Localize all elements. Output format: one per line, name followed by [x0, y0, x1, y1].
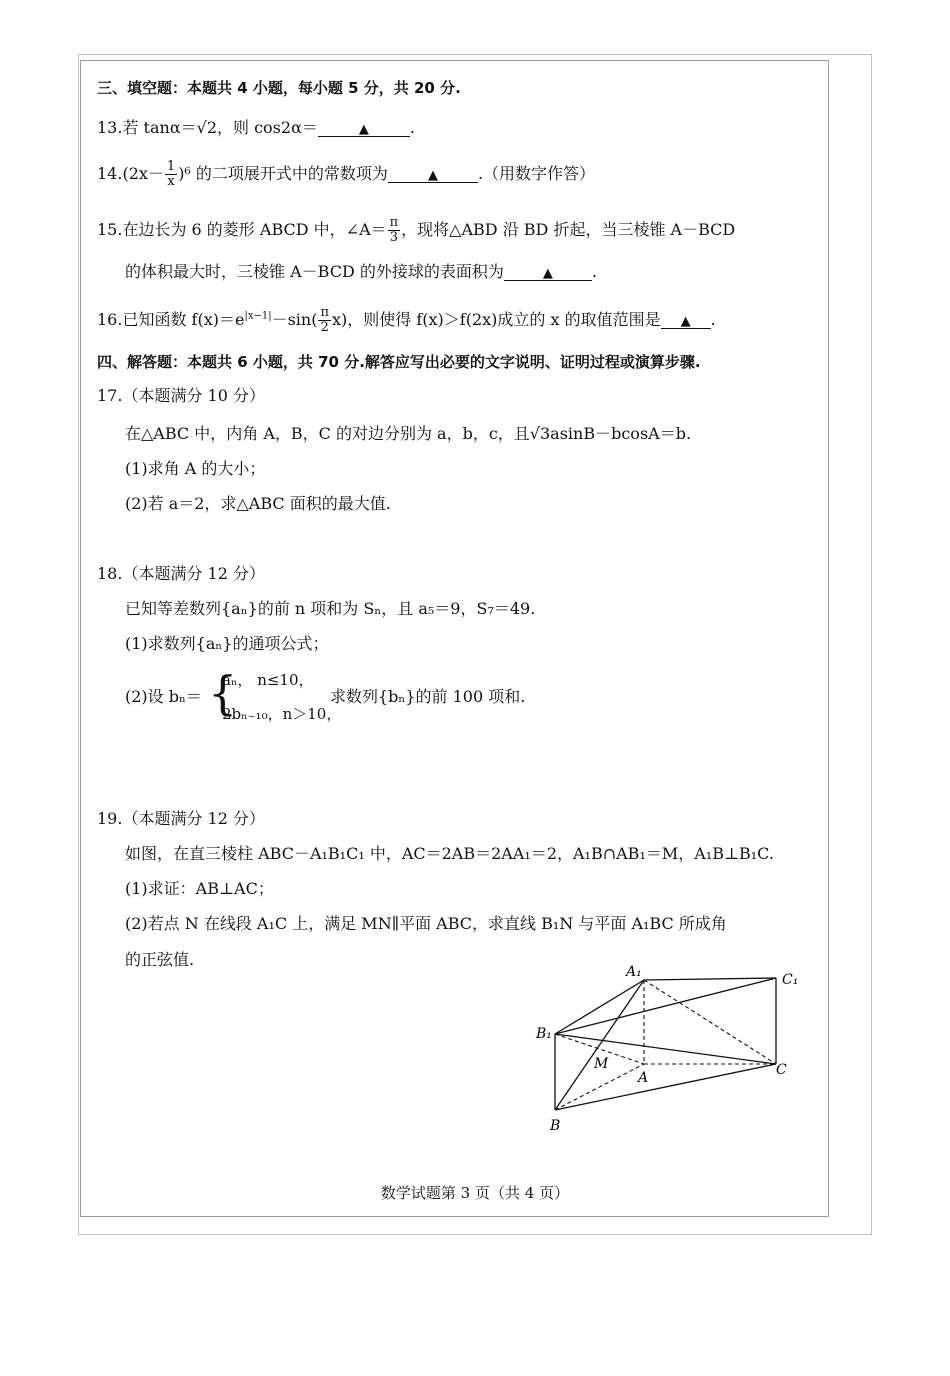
- q13-answer-blank: [318, 120, 410, 137]
- q18-part1: (1)求数列{aₙ}的通项公式；: [125, 634, 329, 653]
- q16-exponent: |x−1|: [244, 310, 272, 322]
- edge-a1c1: [644, 978, 776, 980]
- q15-frac-denominator: 3: [389, 230, 399, 245]
- edge-b1c1: [555, 978, 776, 1034]
- label-a1: A₁: [626, 964, 642, 980]
- triangular-prism-figure: [520, 960, 820, 1140]
- q14-answer-blank: [388, 166, 478, 183]
- q14-frac-numerator: 1: [166, 159, 176, 174]
- q14-expr-a: (2x－: [122, 164, 164, 183]
- q19-part1: (1)求证：AB⊥AC；: [125, 879, 274, 898]
- q15-text-b: ，现将△ABD 沿 BD 折起，当三棱锥 A－BCD: [401, 220, 736, 239]
- q15-frac-numerator: π: [389, 215, 399, 230]
- q14-fraction: [165, 160, 177, 189]
- q16-text-a: 已知函数 f(x)＝e: [122, 310, 245, 329]
- q17-part1: (1)求角 A 的大小；: [125, 459, 266, 478]
- q16-text-b: －sin(: [271, 310, 318, 329]
- q16-blank-mark: ▲: [680, 314, 691, 329]
- q18-title: 18.（本题满分 12 分）: [97, 564, 265, 583]
- q18-stem: 已知等差数列{aₙ}的前 n 项和为 Sₙ，且 a₅＝9，S₇＝49.: [125, 599, 536, 618]
- page-footer: 数学试题第 3 页（共 4 页）: [380, 1184, 570, 1202]
- q19-stem: 如图，在直三棱柱 ABC－A₁B₁C₁ 中，AC＝2AB＝2AA₁＝2，A₁B∩AB₁＝M，A₁B⊥B₁C.: [125, 844, 774, 863]
- q17-title: 17.（本题满分 10 分）: [97, 386, 265, 405]
- q15-answer-blank: [504, 264, 592, 281]
- label-a: A: [638, 1070, 649, 1086]
- q13-text: 若 tanα＝√2，则 cos2α＝: [122, 118, 318, 137]
- question-16: [97, 306, 716, 335]
- label-b: B: [550, 1118, 561, 1134]
- q16-text-c: x)，则使得 f(x)＞f(2x)成立的 x 的取值范围是: [332, 310, 661, 329]
- q16-answer-blank: [661, 312, 711, 329]
- q15-line2-text: 的体积最大时，三棱锥 A－BCD 的外接球的表面积为: [125, 262, 504, 281]
- edge-bc: [555, 1064, 776, 1110]
- label-m: M: [594, 1056, 609, 1072]
- q19-part2-cont: 的正弦值.: [125, 950, 195, 969]
- question-15-line2: [125, 262, 597, 282]
- q18-part2-tail: 求数列{bₙ}的前 100 项和.: [330, 687, 526, 706]
- q16-fraction: [318, 306, 331, 335]
- section3-header: 三、填空题：本题共 4 小题，每小题 5 分，共 20 分.: [97, 79, 461, 97]
- q14-number: 14.: [97, 164, 123, 183]
- q14-blank-mark: ▲: [427, 168, 438, 183]
- segment-a1b: [555, 980, 644, 1110]
- question-13: [97, 118, 415, 138]
- q13-number: 13.: [97, 118, 123, 137]
- q13-period: .: [409, 118, 415, 137]
- q17-part2: (2)若 a＝2，求△ABC 面积的最大值.: [125, 494, 391, 513]
- q18-case1: aₙ， n≤10，: [222, 671, 314, 689]
- q16-frac-numerator: π: [320, 305, 330, 320]
- label-c1: C₁: [782, 972, 799, 988]
- q18-piecewise-brace: {: [208, 666, 238, 720]
- q15-blank-mark: ▲: [542, 266, 553, 281]
- question-15-line1: [97, 216, 735, 245]
- label-b1: B₁: [536, 1026, 552, 1042]
- q15-fraction: [388, 216, 401, 245]
- q14-expr-b: )⁶ 的二项展开式中的常数项为: [178, 164, 388, 183]
- q16-number: 16.: [97, 310, 123, 329]
- q13-blank-mark: ▲: [358, 122, 369, 137]
- q15-number: 15.: [97, 220, 123, 239]
- q18-case2: 2bₙ₋₁₀，n＞10，: [222, 705, 342, 723]
- label-c: C: [776, 1062, 787, 1078]
- q15-period: .: [591, 262, 597, 281]
- q14-frac-denominator: x: [167, 174, 175, 189]
- question-14: [97, 160, 595, 189]
- q16-period: .: [710, 310, 716, 329]
- segment-b1c: [555, 1034, 776, 1064]
- q14-note: .（用数字作答）: [477, 164, 596, 183]
- q17-stem: 在△ABC 中，内角 A，B，C 的对边分别为 a，b，c，且√3asinB－bcosA＝b.: [125, 424, 692, 443]
- section4-header: 四、解答题：本题共 6 小题，共 70 分.解答应写出必要的文字说明、证明过程或演算步骤.: [97, 353, 701, 371]
- edge-a1b1: [555, 980, 644, 1034]
- q19-title: 19.（本题满分 12 分）: [97, 809, 265, 828]
- q15-text-a: 在边长为 6 的菱形 ABCD 中，∠A＝: [122, 220, 387, 239]
- q19-part2: (2)若点 N 在线段 A₁C 上，满足 MN∥平面 ABC，求直线 B₁N 与平面 A₁BC 所成角: [125, 914, 727, 933]
- segment-a1c-hidden: [644, 980, 776, 1064]
- q18-part2-lead: (2)设 bₙ＝: [125, 687, 202, 706]
- q16-frac-denominator: 2: [320, 320, 329, 335]
